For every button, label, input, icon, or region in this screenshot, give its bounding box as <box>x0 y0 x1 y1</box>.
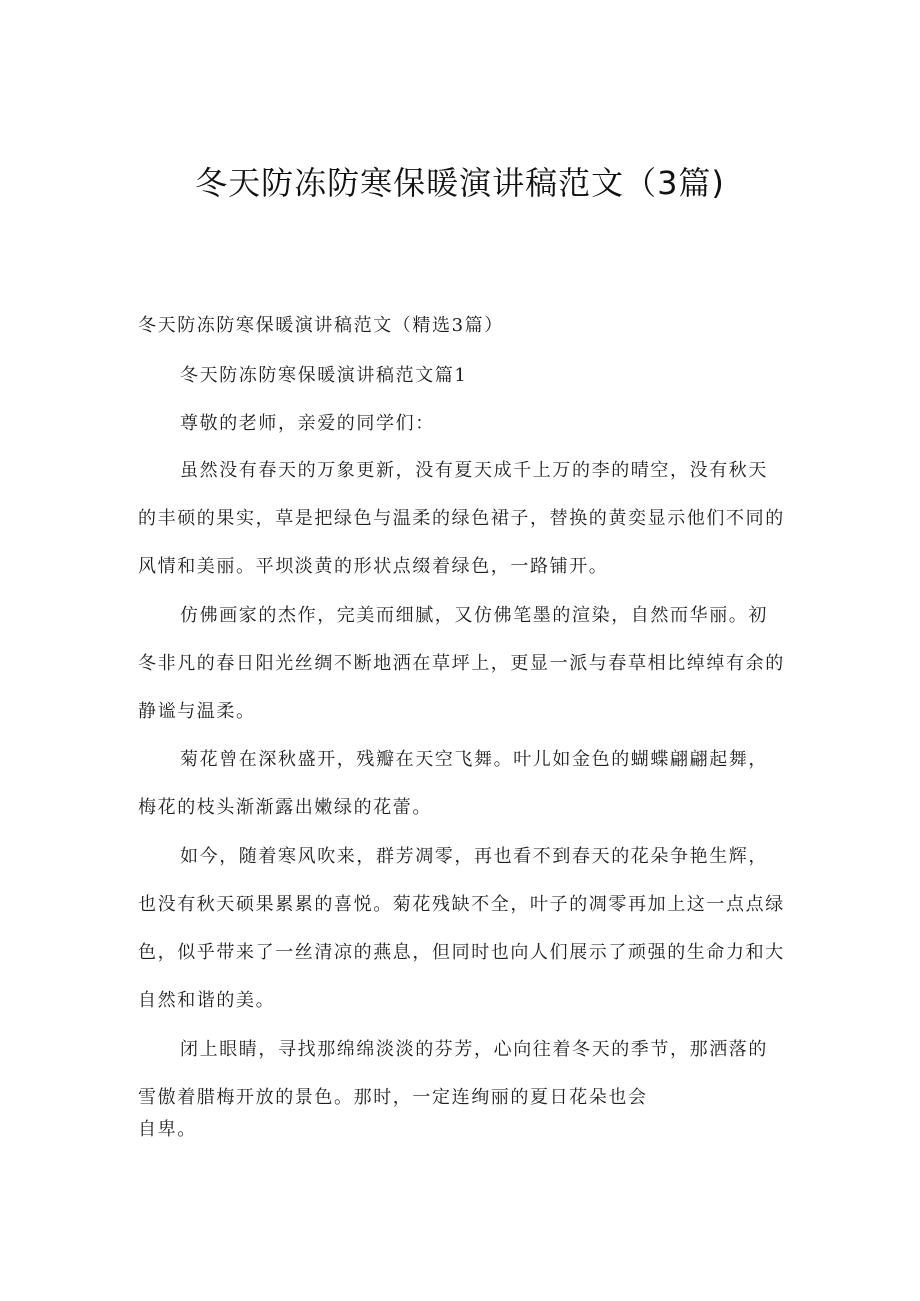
paragraph-3-line-2: 梅花的枝头渐渐露出嫩绿的花蕾。 <box>138 797 432 818</box>
paragraph-4-line-3: 色，似乎带来了一丝清凉的燕息，但同时也向人们展示了顽强的生命力和大 <box>138 942 785 963</box>
paragraph-2-line-3: 静谧与温柔。 <box>138 701 256 722</box>
paragraph-1-line-3: 风情和美丽。平坝淡黄的形状点缀着绿色，一路铺开。 <box>138 556 609 577</box>
paragraph-5-line-3: 自卑。 <box>138 1119 197 1140</box>
paragraph-1-line-1: 虽然没有春天的万象更新，没有夏天成千上万的李的晴空，没有秋天 <box>180 460 768 481</box>
salutation: 尊敬的老师，亲爱的同学们： <box>180 413 435 434</box>
paragraph-2-line-2: 冬非凡的春日阳光丝绸不断地洒在草坪上，更显一派与春草相比绰绰有余的 <box>138 653 785 674</box>
paragraph-3-line-1: 菊花曾在深秋盛开，残瓣在天空飞舞。叶儿如金色的蝴蝶翩翩起舞， <box>180 749 768 770</box>
paragraph-4-line-1: 如今，随着寒风吹来，群芳凋零，再也看不到春天的花朵争艳生辉， <box>180 846 768 867</box>
section-heading: 冬天防冻防寒保暖演讲稿范文篇1 <box>180 365 468 386</box>
paragraph-4-line-4: 自然和谐的美。 <box>138 990 276 1011</box>
paragraph-2-line-1: 仿佛画家的杰作，完美而细腻，又仿佛笔墨的渲染，自然而华丽。初 <box>180 605 768 626</box>
document-title: 冬天防冻防寒保暖演讲稿范文（3篇) <box>195 164 725 202</box>
subtitle-line: 冬天防冻防寒保暖演讲稿范文（精选3篇） <box>138 315 504 336</box>
paragraph-4-line-2: 也没有秋天硕果累累的喜悦。菊花残缺不全，叶子的凋零再加上这一点点绿 <box>138 894 785 915</box>
paragraph-1-line-2: 的丰硕的果实，草是把绿色与温柔的绿色裙子，替换的黄奕显示他们不同的 <box>138 508 785 529</box>
paragraph-5-line-1: 闭上眼睛，寻找那绵绵淡淡的芬芳，心向往着冬天的季节，那洒落的 <box>180 1039 768 1060</box>
paragraph-5-line-2: 雪傲着腊梅开放的景色。那时，一定连绚丽的夏日花朵也会 <box>138 1087 648 1108</box>
